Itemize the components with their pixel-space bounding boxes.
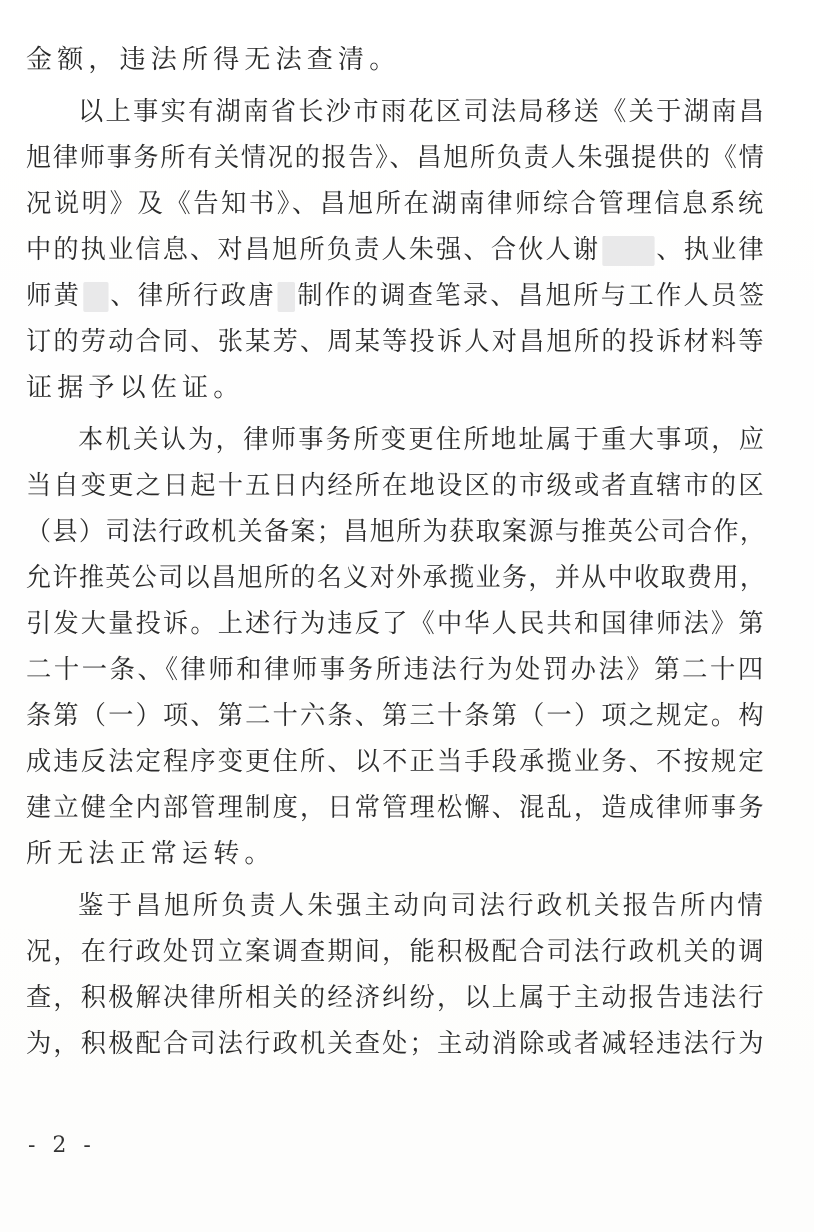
text-line [26,650,766,690]
text-segment: 师黄 [26,281,82,311]
text-line [26,138,766,178]
text-segment: 旭律师事务所有关情况的报告》、昌旭所负责人朱强提供的《情 [26,143,766,173]
page-number: - 2 - [28,1133,96,1158]
redaction-block [83,282,108,312]
text-line [26,184,766,224]
text-line [26,834,766,874]
paragraph-first-line [78,886,767,926]
text-line [26,978,766,1018]
text-segment: 鉴于昌旭所负责人朱强主动向司法行政机关报告所内情 [78,891,767,921]
text-line [26,512,767,552]
redaction-block [278,282,295,312]
text-segment: 制作的调查笔录、昌旭所与工作人员签 [297,281,767,311]
text-line [26,696,766,736]
text-line [26,742,766,782]
text-line [26,466,766,506]
text-segment: 所无法正常运转。 [26,839,276,869]
redaction-block [602,236,654,266]
text-line [26,322,766,362]
text-segment: 中的执业信息、对昌旭所负责人朱强、合伙人谢 [26,235,601,265]
paragraph-first-line [78,92,767,132]
text-segment: 查，积极解决律所相关的经济纠纷，以上属于主动报告违法行 [26,983,766,1013]
text-segment: 况说明》及《告知书》、昌旭所在湖南律师综合管理信息系统 [26,189,766,219]
text-line [26,604,766,644]
paragraph-first-line [78,420,767,460]
text-line [26,558,767,598]
text-segment: 为，积极配合司法行政机关查处；主动消除或者减轻违法行为 [26,1029,766,1059]
text-segment: 成违反法定程序变更住所、以不正当手段承揽业务、不按规定 [26,747,766,777]
text-segment: 条第（一）项、第二十六条、第三十条第（一）项之规定。构 [26,701,766,731]
text-line [26,230,766,270]
text-segment: 以上事实有湖南省长沙市雨花区司法局移送《关于湖南昌 [78,97,767,127]
text-segment: 、执业律 [656,235,766,265]
text-segment: 引发大量投诉。上述行为违反了《中华人民共和国律师法》第 [26,609,766,639]
text-segment: 证据予以佐证。 [26,373,245,403]
text-line [26,788,766,828]
text-line [26,1024,766,1064]
text-line [26,368,766,408]
text-segment: 当自变更之日起十五日内经所在地设区的市级或者直辖市的区 [26,471,766,501]
text-line [26,276,767,316]
text-segment: （县）司法行政机关备案；昌旭所为获取案源与推英公司合作， [26,517,767,547]
text-segment: 况，在行政处罚立案调查期间，能积极配合司法行政机关的调 [26,937,766,967]
text-segment: 订的劳动合同、张某芳、周某等投诉人对昌旭所的投诉材料等 [26,327,766,357]
text-segment: 允许推英公司以昌旭所的名义对外承揽业务，并从中收取费用， [26,563,767,593]
text-segment: 二十一条、《律师和律师事务所违法行为处罚办法》第二十四 [26,655,766,685]
text-segment: 建立健全内部管理制度，日常管理松懈、混乱，造成律师事务 [26,793,766,823]
text-segment: 金额，违法所得无法查清。 [26,45,401,75]
text-line [26,932,766,972]
text-line [26,40,766,80]
text-segment: 本机关认为，律师事务所变更住所地址属于重大事项，应 [78,425,767,455]
text-segment: 、律所行政唐 [110,281,276,311]
